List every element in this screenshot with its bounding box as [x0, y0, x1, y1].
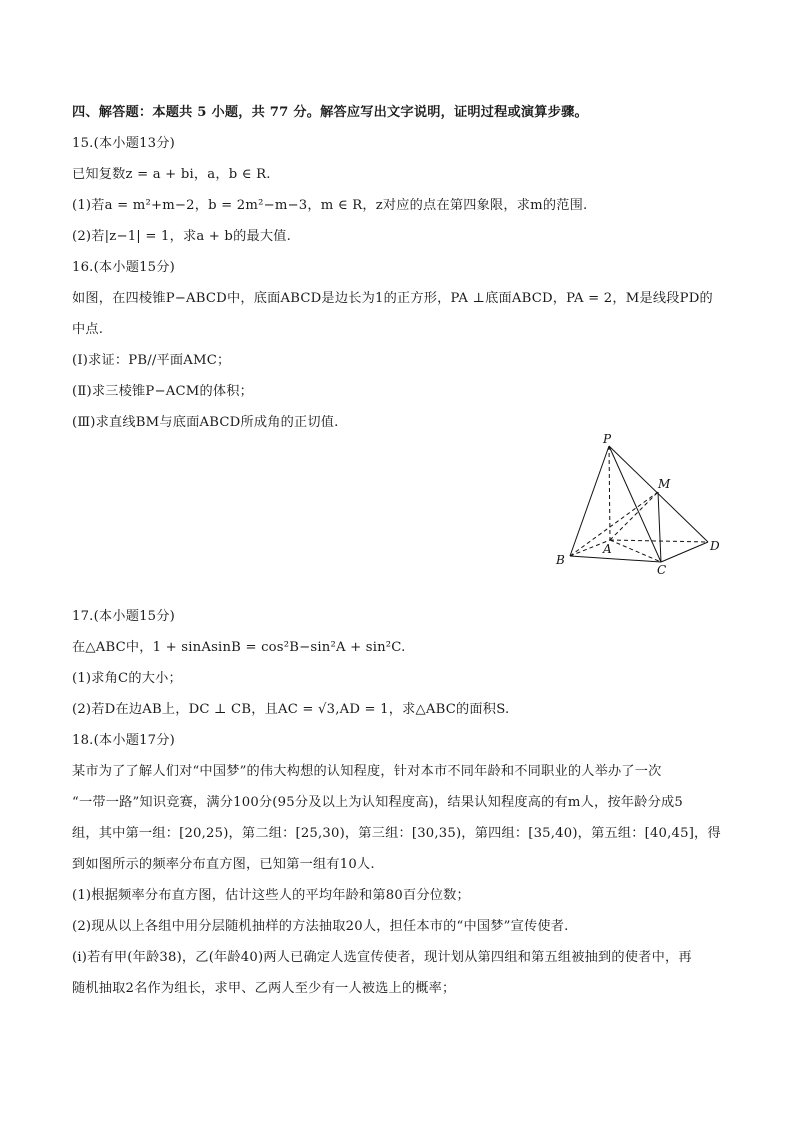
edge-PA	[609, 446, 610, 540]
edge-PC	[609, 446, 661, 562]
label-D: D	[710, 539, 720, 553]
edge-CD	[661, 542, 708, 562]
problem-17-stem: 在△ABC中，1 + sinAsinB = cos²B−sin²A + sin²C.	[72, 640, 406, 655]
label-B: B	[556, 553, 565, 567]
problem-17-part-1: (1)求角C的大小；	[72, 671, 182, 686]
pyramid-figure	[548, 432, 728, 578]
label-A: A	[603, 542, 612, 556]
problem-18-header: 18.(本小题17分)	[72, 733, 175, 748]
problem-16-stem-cont: 中点.	[72, 322, 104, 337]
problem-18-part-2-i-cont: 随机抽取2名作为组长，求甲、乙两人至少有一人被选上的概率；	[72, 981, 456, 996]
edge-AM	[610, 492, 658, 540]
edge-MC	[658, 492, 661, 562]
problem-15-part-1: (1)若a = m²+m−2，b = 2m²−m−3，m ∈ R，z对应的点在第四象限，求m的范围.	[72, 198, 588, 213]
problem-18-stem-2: “一带一路”知识竞赛，满分100分(95分及以上为认知程度高)，结果认知程度高的有m人，按年龄分成5	[72, 795, 683, 810]
problem-18-part-2: (2)现从以上各组中用分层随机抽样的方法抽取20人，担任本市的“中国梦”宣传使者.	[72, 919, 569, 934]
problem-18-part-1: (1)根据频率分布直方图，估计这些人的平均年龄和第80百分位数；	[72, 888, 470, 903]
problem-18-part-2-i: (i)若有甲(年龄38)，乙(年龄40)两人已确定人选宣传使者，现计划从第四组和第五组被抽到的使者中，再	[72, 950, 692, 965]
edge-BM	[570, 492, 658, 556]
problem-15-header: 15.(本小题13分)	[72, 136, 175, 151]
problem-17-part-2: (2)若D在边AB上，DC ⊥ CB，且AC = √3,AD = 1，求△ABC的面积S.	[72, 702, 510, 717]
pyramid-diagram	[548, 432, 728, 578]
edge-PB	[570, 446, 609, 556]
label-C: C	[657, 563, 667, 577]
problem-16-stem: 如图，在四棱锥P−ABCD中，底面ABCD是边长为1的正方形，PA ⊥底面ABCD，PA = 2，M是线段PD的	[72, 291, 713, 306]
problem-16-header: 16.(本小题15分)	[72, 260, 175, 275]
problem-17-header: 17.(本小题15分)	[72, 609, 175, 624]
problem-16-part-3: (Ⅲ)求直线BM与底面ABCD所成角的正切值.	[72, 415, 339, 430]
section-heading: 四、解答题：本题共 5 小题，共 77 分。解答应写出文字说明，证明过程或演算步骤。	[72, 105, 588, 120]
label-P: P	[603, 432, 612, 446]
problem-16-part-1: (Ⅰ)求证：PB//平面AMC；	[72, 353, 231, 368]
problem-18-stem-1: 某市为了了解人们对“中国梦”的伟大构想的认知程度，针对本市不同年龄和不同职业的人举办了一次	[72, 764, 662, 779]
problem-15-stem: 已知复数z = a + bi，a，b ∈ R.	[72, 167, 271, 182]
edge-AD	[610, 540, 708, 542]
problem-16-part-2: (Ⅱ)求三棱锥P−ACM的体积；	[72, 384, 253, 399]
problem-18-stem-4: 到如图所示的频率分布直方图，已知第一组有10人.	[72, 857, 375, 872]
edge-BC	[570, 556, 661, 562]
problem-15-part-2: (2)若|z−1| = 1，求a + b的最大值.	[72, 229, 292, 244]
label-M: M	[658, 477, 671, 491]
problem-18-stem-3: 组，其中第一组：[20,25)，第二组：[25,30)，第三组：[30,35)，第四组：[35,40)，第五组：[40,45]，得	[72, 826, 721, 841]
